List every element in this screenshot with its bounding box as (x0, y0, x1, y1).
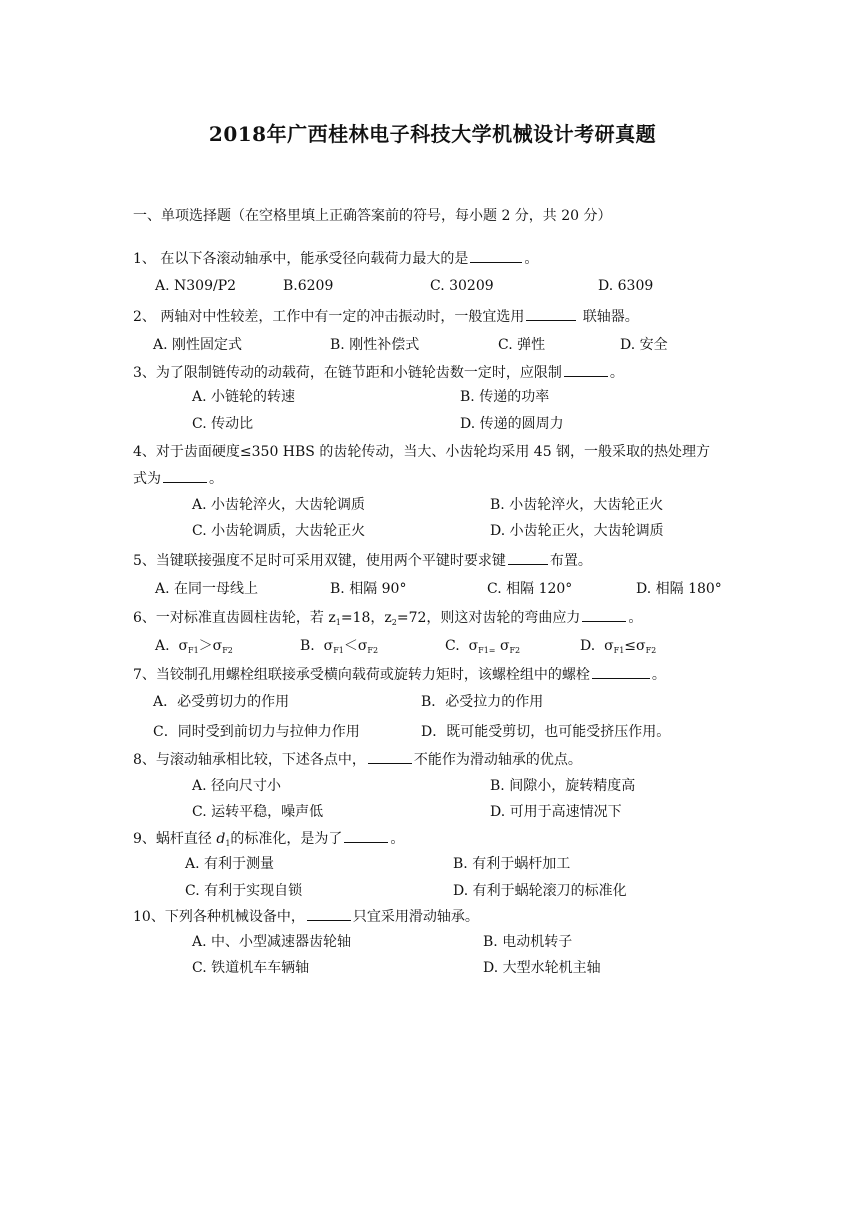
option-a[interactable]: A. 刚性固定式 (153, 337, 243, 353)
answer-blank[interactable] (564, 362, 608, 377)
question-tail: 。 (209, 471, 223, 487)
subscript: 1 (335, 618, 341, 627)
option-b[interactable] (300, 636, 378, 661)
sigma: σ (604, 638, 614, 654)
option-c[interactable]: C. 小齿轮调质，大齿轮正火 (192, 523, 366, 539)
answer-blank[interactable] (470, 248, 522, 263)
answer-blank[interactable] (368, 749, 412, 764)
subscript: 1 (225, 839, 231, 848)
option-label: A. (155, 638, 170, 654)
question-4-continued (133, 468, 223, 489)
sigma: σ (636, 638, 646, 654)
sigma: σ (323, 638, 334, 654)
option-a[interactable]: A. 径向尺寸小 (192, 778, 282, 794)
question-8 (133, 749, 582, 770)
option-b[interactable]: B. 刚性补偿式 (330, 337, 420, 353)
option-b[interactable]: B. 有利于蜗杆加工 (453, 856, 571, 872)
question-stem: 9、蜗杆直径 (133, 831, 217, 847)
answer-blank[interactable] (526, 306, 576, 321)
option-label: D. (580, 638, 596, 654)
option-d[interactable]: D. 小齿轮正火，大齿轮调质 (490, 523, 664, 539)
question-stem: 1、 在以下各滚动轴承中，能承受径向载荷力最大的是 (133, 251, 469, 267)
answer-blank[interactable] (592, 664, 650, 679)
answer-blank[interactable] (508, 550, 548, 565)
section-heading: 一、单项选择题（在空格里填上正确答案前的符号，每小题 2 分，共 20 分） (133, 208, 612, 224)
option-b[interactable]: B. 小齿轮淬火，大齿轮正火 (490, 497, 664, 513)
option-b[interactable]: B. 电动机转子 (483, 934, 573, 950)
answer-blank[interactable] (582, 607, 626, 622)
option-c[interactable]: C．同时受到前切力与拉伸力作用 (153, 724, 360, 740)
option-c[interactable]: C. 30209 (430, 278, 494, 294)
option-a[interactable] (155, 636, 233, 661)
sigma: σ (499, 638, 510, 654)
option-d[interactable]: D. 6309 (598, 278, 654, 294)
question-stem: 7、当铰制孔用螺栓组联接承受横向载荷或旋转力矩时，该螺栓组中的螺栓 (133, 667, 590, 683)
option-b[interactable]: B．必受拉力的作用 (421, 694, 544, 710)
relation: ≤ (624, 638, 637, 654)
question-tail: 。 (628, 610, 643, 626)
answer-blank[interactable] (163, 468, 207, 483)
question-10 (133, 906, 479, 927)
option-d[interactable]: D. 相隔 180° (636, 581, 722, 597)
option-b[interactable]: B. 相隔 90° (330, 581, 407, 597)
question-tail: 布置。 (549, 553, 592, 569)
option-d[interactable]: D. 安全 (620, 337, 668, 353)
subscript: 2 (391, 618, 397, 627)
option-b[interactable]: B.6209 (283, 278, 334, 294)
option-c[interactable]: C. 传动比 (192, 416, 254, 432)
relation: ＜ (343, 638, 358, 654)
question-9 (133, 828, 404, 854)
option-d[interactable]: D. 可用于高速情况下 (490, 804, 622, 820)
question-6 (133, 607, 642, 633)
option-c[interactable]: C. 有利于实现自锁 (185, 883, 303, 899)
relation: ＞ (198, 638, 213, 654)
option-a[interactable]: A. 在同一母线上 (155, 581, 259, 597)
page-title: 2018年广西桂林电子科技大学机械设计考研真题 (208, 122, 657, 146)
question-stem: 5、当键联接强度不足时可采用双键，使用两个平键时要求键 (133, 553, 506, 569)
option-d[interactable]: D. 大型水轮机主轴 (483, 960, 601, 976)
question-5 (133, 550, 592, 571)
option-a[interactable]: A. 小齿轮淬火，大齿轮调质 (192, 497, 366, 513)
question-stem: 3、为了限制链传动的动载荷，在链节距和小链轮齿数一定时，应限制 (133, 365, 562, 381)
question-3 (133, 362, 624, 383)
answer-blank[interactable] (307, 906, 351, 921)
subscript: F2 (509, 646, 521, 655)
option-a[interactable]: A．必受剪切力的作用 (153, 694, 290, 710)
option-c[interactable]: C. 相隔 120° (487, 581, 573, 597)
option-a[interactable]: A. 小链轮的转速 (192, 389, 296, 405)
option-d[interactable] (580, 636, 656, 661)
option-b[interactable]: B. 间隙小，旋转精度高 (490, 778, 636, 794)
question-tail: 。 (609, 365, 624, 381)
sigma: σ (357, 638, 368, 654)
symbol-d: d (216, 831, 226, 847)
question-tail: 。 (524, 251, 539, 267)
subscript: F1 (613, 646, 625, 655)
question-tail: 只宜采用滑动轴承。 (352, 909, 479, 925)
option-c[interactable] (445, 636, 520, 661)
subscript: F1 (333, 646, 344, 655)
sigma: σ (468, 638, 479, 654)
question-stem: =72，则这对齿轮的弯曲应力 (396, 610, 581, 626)
question-tail: 不能作为滑动轴承的优点。 (413, 752, 582, 768)
option-c[interactable]: C. 运转平稳，噪声低 (192, 804, 324, 820)
question-tail: 联轴器。 (582, 309, 639, 325)
question-stem: 式为 (133, 471, 161, 487)
subscript: F1 (188, 646, 199, 655)
option-d[interactable]: D. 有利于蜗轮滚刀的标准化 (453, 883, 627, 899)
subscript: F2 (222, 646, 233, 655)
question-tail: 。 (390, 831, 405, 847)
answer-blank[interactable] (344, 828, 388, 843)
sigma: σ (178, 638, 189, 654)
question-stem: =18，z (340, 610, 392, 626)
sigma: σ (212, 638, 223, 654)
question-tail: 。 (651, 667, 666, 683)
question-4: 4、对于齿面硬度≤350 HBS 的齿轮传动，当大、小齿轮均采用 45 钢，一般采取的热处理方 (133, 444, 711, 460)
question-7 (133, 664, 666, 685)
option-a[interactable]: A. N309/P2 (155, 278, 237, 294)
option-b[interactable]: B. 传递的功率 (460, 389, 550, 405)
option-label: B. (300, 638, 315, 654)
option-a[interactable]: A. 中、小型减速器齿轮轴 (192, 934, 352, 950)
question-stem: 6、一对标准直齿圆柱齿轮，若 z (133, 610, 336, 626)
question-stem: 2、 两轴对中性较差，工作中有一定的冲击振动时，一般宜选用 (133, 309, 525, 325)
option-c[interactable]: C. 弹性 (498, 337, 546, 353)
option-d[interactable]: D. 传递的圆周力 (460, 416, 564, 432)
question-stem: 的标准化，是为了 (230, 831, 343, 847)
option-a[interactable]: A. 有利于测量 (185, 856, 275, 872)
question-stem: 8、与滚动轴承相比较，下述各点中， (133, 752, 366, 768)
question-stem: 10、下列各种机械设备中， (133, 909, 305, 925)
subscript: F2 (367, 646, 379, 655)
subscript: F1= (478, 646, 496, 655)
question-1 (133, 248, 538, 269)
option-d[interactable]: D．既可能受剪切，也可能受挤压作用。 (421, 724, 671, 740)
option-label: C. (445, 638, 460, 654)
option-c[interactable]: C. 铁道机车车辆轴 (192, 960, 310, 976)
question-2 (133, 306, 639, 327)
subscript: F2 (645, 646, 657, 655)
